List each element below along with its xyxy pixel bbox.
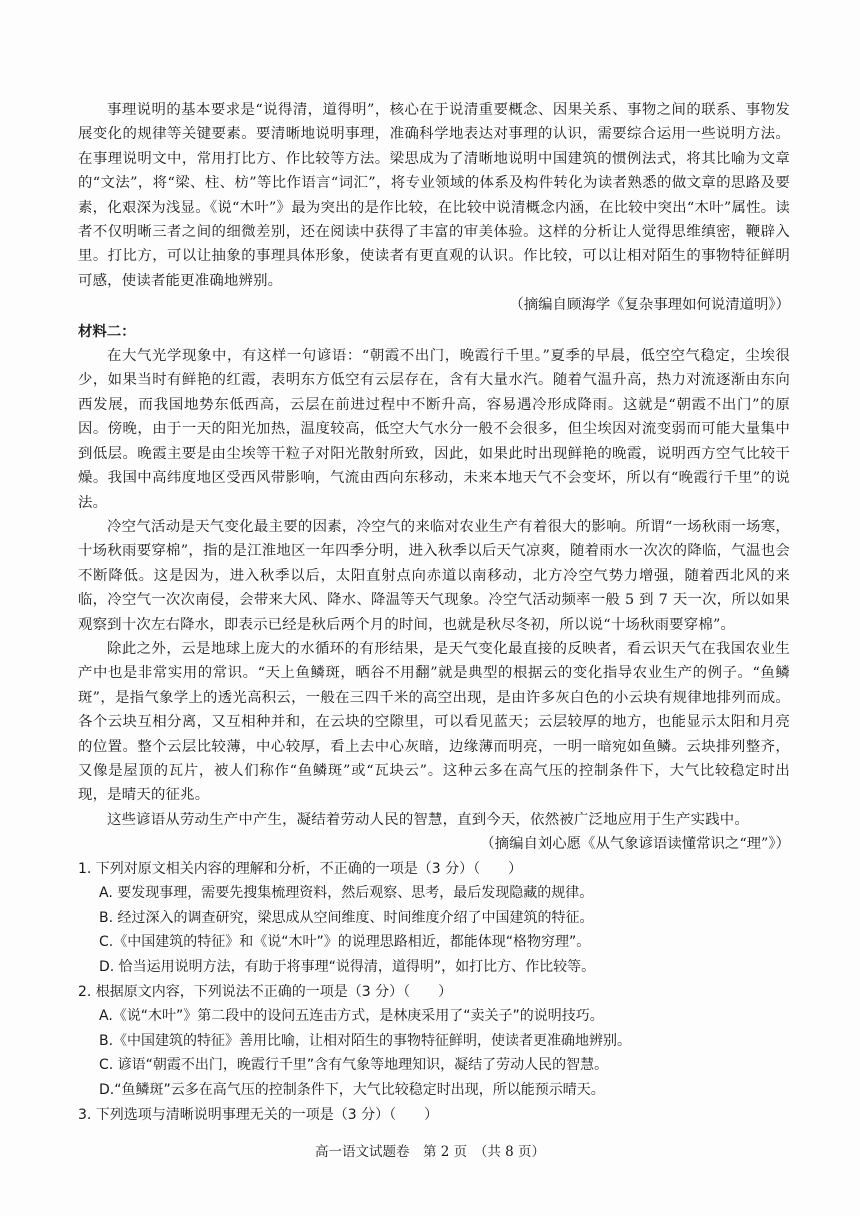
question-2 bbox=[78, 980, 790, 1103]
question-3-stem: 3. 下列选项与清晰说明事理无关的一项是（3 分）（ ） bbox=[78, 1106, 439, 1123]
question-2-stem: 2. 根据原文内容，下列说法不正确的一项是（3 分）（ ） bbox=[78, 983, 453, 1000]
page-footer: 高一语文试题卷 第 2 页 （共 8 页） bbox=[314, 1144, 546, 1160]
question-2-option-d: D.“鱼鳞斑”云多在高气压的控制条件下，大气比较稳定时出现，所以能预示晴天。 bbox=[99, 1081, 605, 1098]
question-1-option-d: D. 恰当运用说明方法，有助于将事理“说得清，道得明”，如打比方、作比较等。 bbox=[99, 958, 596, 975]
question-2-option-a: A.《说“木叶”》第二段中的设问五连击方式，是林庚采用了“卖关子”的说明技巧。 bbox=[99, 1008, 604, 1025]
material2-paragraph-2: 冷空气活动是天气变化最主要的因素，冷空气的来临对农业生产有着很大的影响。所谓“一场秋雨一场寒，十场秋雨要穿棉”，指的是江淮地区一年四季分明，进入秋季以后天气凉爽，随着雨水一次次的降临，气温也会不断降低。这是因为，进入秋季以后，太阳直射点向赤道以南移动，北方冷空气势力增强，随着西北风的来临，冷空气一次次南侵，会带来大风、降水、降温等天气现象。冷空气活动频率一般 5 到 7 天一次，所以如果观察到十次左右降水，即表示已经是秋后两个月的时间，也就是秋尽冬初，所以说“十场秋雨要穿棉”。 bbox=[78, 518, 790, 633]
material2-paragraph-1: 在大气光学现象中，有这样一句谚语：“朝霞不出门，晚霞行千里。”夏季的早晨，低空空气稳定，尘埃很少，如果当时有鲜艳的红霞，表明东方低空有云层存在，含有大量水汽。随着气温升高，热力对流逐渐由东向西发展，而我国地势东低西高，云层在前进过程中不断升高，容易遇冷形成降雨。这就是“朝霞不出门”的原因。傍晚，由于一天的阳光加热，温度较高，低空大气水分一般不会很多，但尘埃因对流变弱而可能大量集中到低层。晚霞主要是由尘埃等干粒子对阳光散射所致，因此，如果此时出现鲜艳的晚霞，说明西方空气比较干燥。我国中高纬度地区受西风带影响，气流由西向东移动，未来本地天气不会变坏，所以有“晚霞行千里”的说法。 bbox=[78, 348, 790, 511]
page-content bbox=[78, 98, 790, 1127]
material1-paragraph: 事理说明的基本要求是“说得清，道得明”，核心在于说清重要概念、因果关系、事物之间的联系、事物发展变化的规律等关键要素。要清晰地说明事理，准确科学地表达对事理的认识，需要综合运用一些说明方法。在事理说明文中，常用打比方、作比较等方法。梁思成为了清晰地说明中国建筑的惯例法式，将其比喻为文章的“文法”，将“梁、柱、枋”等比作语言“词汇”，将专业领域的体系及构件转化为读者熟悉的做文章的思路及要素，化艰深为浅显。《说“木叶”》最为突出的是作比较，在比较中说清概念内涵，在比较中突出“木叶”属性。读者不仅明晰三者之间的细微差别，还在阅读中获得了丰富的审美体验。这样的分析让人觉得思维缜密，鞭辟入里。打比方，可以让抽象的事理具体形象，使读者有更直观的认识。作比较，可以让相对陌生的事物特征鲜明可感，使读者能更准确地辨别。 bbox=[78, 102, 790, 289]
material2-paragraph-4: 这些谚语从劳动生产中产生，凝结着劳动人民的智慧，直到今天，依然被广泛地应用于生产实践中。 bbox=[107, 811, 749, 828]
material2-heading: 材料二： bbox=[78, 323, 136, 340]
material1-source: （摘编自顾海学《复杂事理如何说清道明》） bbox=[509, 297, 790, 314]
question-1-option-c: C.《中国建筑的特征》和《说“木叶”》的说理思路相近，都能体现“格物穷理”。 bbox=[99, 934, 591, 951]
question-2-option-b: B.《中国建筑的特征》善用比喻，让相对陌生的事物特征鲜明，使读者更准确地辨别。 bbox=[99, 1032, 632, 1049]
question-1-option-a: A. 要发现事理，需要先搜集梳理资料，然后观察、思考，最后发现隐藏的规律。 bbox=[99, 885, 594, 902]
question-1-stem: 1. 下列对原文相关内容的理解和分析，不正确的一项是（3 分）（ ） bbox=[78, 860, 523, 877]
question-2-option-c: C. 谚语“朝霞不出门，晚霞行千里”含有气象等地理知识，凝结了劳动人民的智慧。 bbox=[99, 1057, 609, 1074]
question-3 bbox=[78, 1103, 790, 1128]
question-1 bbox=[78, 857, 790, 980]
question-1-option-b: B. 经过深入的调查研究，梁思成从空间维度、时间维度介绍了中国建筑的特征。 bbox=[99, 909, 594, 926]
material2-source: （摘编自刘心愿《从气象谚语读懂常识之“理”》） bbox=[480, 836, 790, 853]
material2-paragraph-3: 除此之外，云是地球上庞大的水循环的有形结果，是天气变化最直接的反映者，看云识天气在我国农业生产中也是非常实用的常识。“天上鱼鳞斑，晒谷不用翻”就是典型的根据云的变化指导农业生产的例子。“鱼鳞斑”，是指气象学上的透光高积云，一般在三四千米的高空出现，是由许多灰白色的小云块有规律地排列而成。各个云块互相分离，又互相种并和，在云块的空隙里，可以看见蓝天；云层较厚的地方，也能显示太阳和月亮的位置。整个云层比较薄，中心较厚，看上去中心灰暗，边缘薄而明亮，一明一暗宛如鱼鳞。云块排列整齐，又像是屋顶的瓦片，被人们称作“鱼鳞斑”或“瓦块云”。这种云多在高气压的控制条件下，大气比较稳定时出现，是晴天的征兆。 bbox=[78, 640, 790, 804]
